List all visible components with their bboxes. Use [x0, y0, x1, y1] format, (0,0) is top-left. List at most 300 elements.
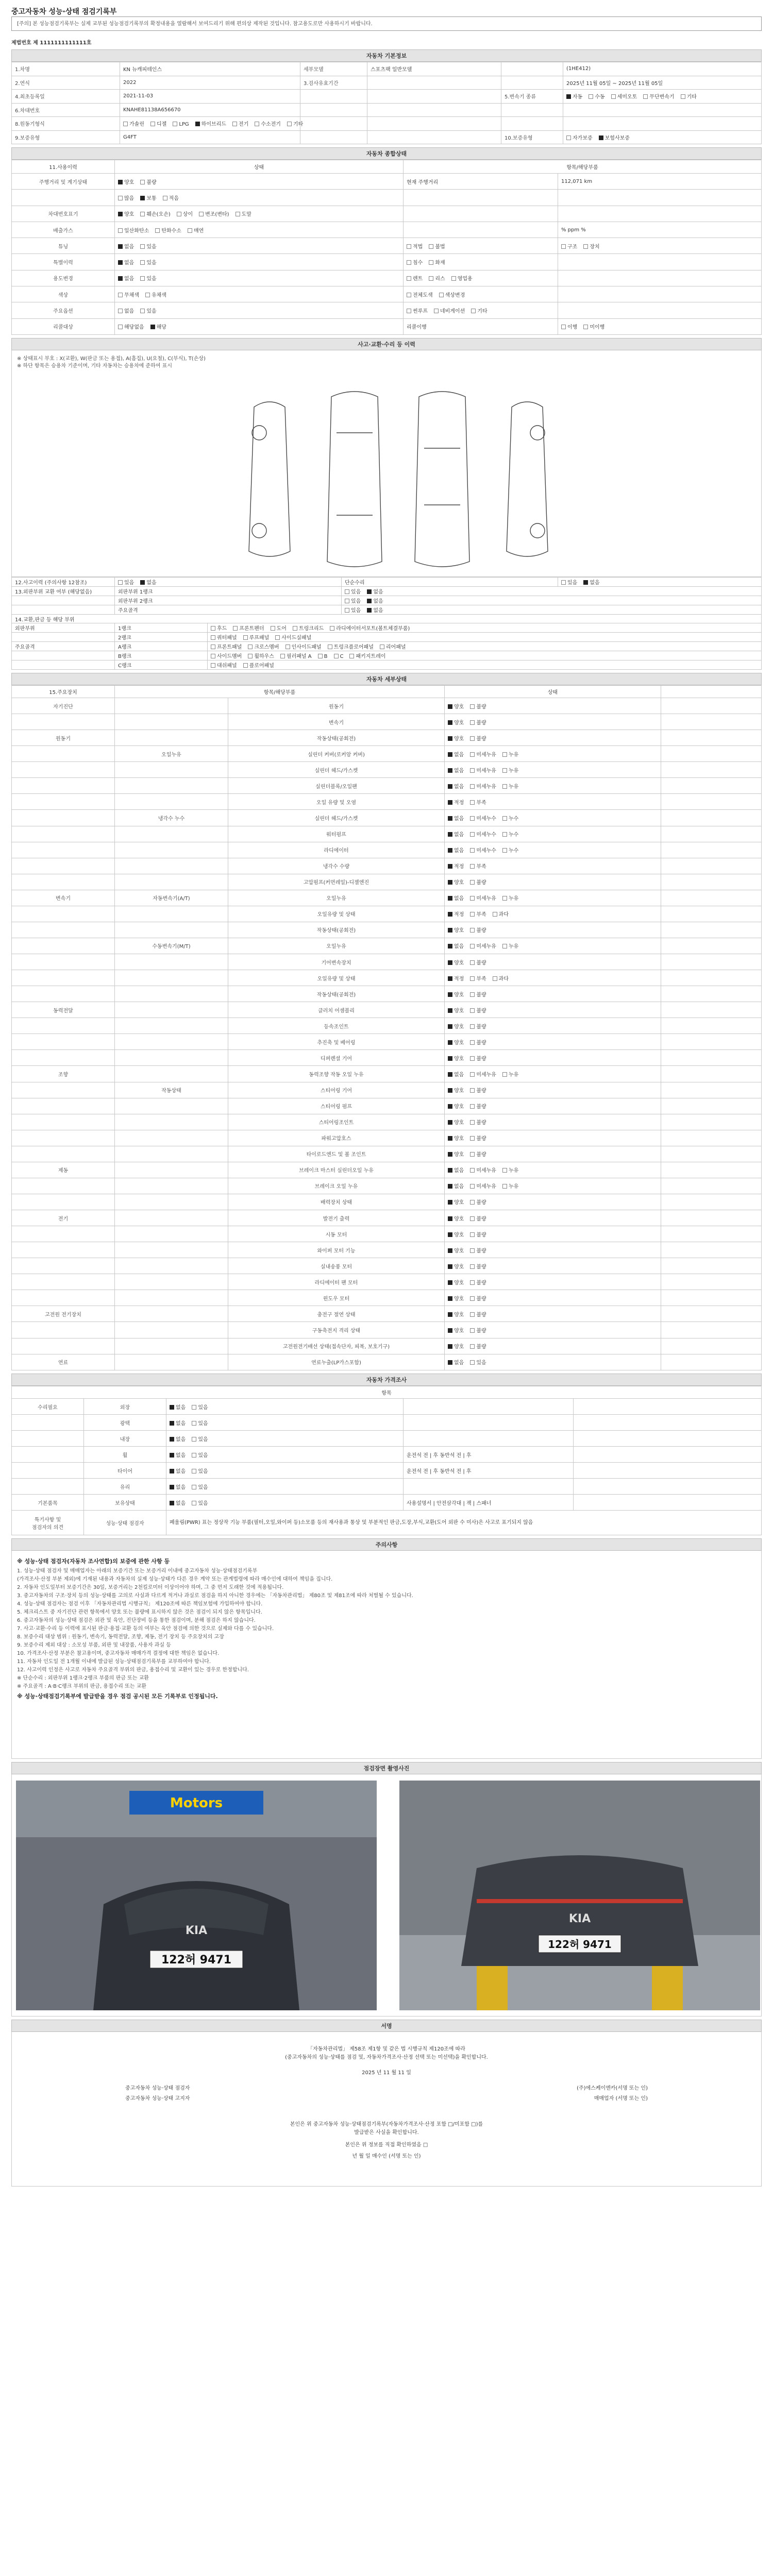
checkbox[interactable] — [502, 816, 507, 821]
checkbox[interactable] — [211, 654, 215, 658]
checkbox[interactable] — [502, 832, 507, 837]
checkbox[interactable] — [140, 276, 145, 281]
checkbox[interactable] — [192, 1469, 196, 1473]
checkbox[interactable] — [470, 1216, 475, 1221]
detail-group: 연료 — [12, 1354, 115, 1370]
checkbox[interactable] — [470, 1104, 475, 1109]
checkbox[interactable] — [140, 196, 145, 200]
checkbox[interactable] — [470, 928, 475, 933]
section-price-title: 자동차 가격조사 — [11, 1374, 762, 1386]
option-label: 불량 — [476, 704, 486, 710]
option-label: 불량 — [476, 1136, 486, 1142]
checkbox[interactable] — [349, 654, 354, 658]
detail-item: 작동상태(공회전) — [228, 986, 445, 1002]
detail-row — [12, 730, 762, 746]
checkbox[interactable] — [434, 309, 439, 313]
part-rank: C랭크 — [115, 660, 208, 670]
checkbox[interactable] — [470, 1184, 475, 1189]
price-group — [12, 1431, 84, 1447]
checkbox[interactable] — [643, 94, 648, 99]
checkbox[interactable] — [470, 752, 475, 757]
checkbox[interactable] — [502, 1184, 507, 1189]
checkbox[interactable] — [561, 244, 566, 249]
detail-options — [448, 1008, 493, 1014]
checkbox[interactable] — [448, 1296, 452, 1301]
checkbox[interactable] — [448, 928, 452, 933]
option-0 — [211, 642, 242, 650]
checkbox[interactable] — [407, 244, 411, 249]
checkbox[interactable] — [448, 1360, 452, 1365]
checkbox[interactable] — [471, 309, 476, 313]
checkbox[interactable] — [451, 276, 456, 281]
detail-group — [12, 1130, 115, 1146]
checkbox[interactable] — [248, 654, 253, 658]
checkbox[interactable] — [429, 276, 433, 281]
option-label: 플로어패널 — [249, 663, 274, 669]
checkbox[interactable] — [448, 752, 452, 757]
checkbox[interactable] — [502, 848, 507, 853]
checkbox[interactable] — [407, 309, 411, 313]
checkbox[interactable] — [448, 1264, 452, 1269]
checkbox[interactable] — [118, 276, 123, 281]
checkbox[interactable] — [502, 752, 507, 757]
option-label: 디젤 — [156, 122, 167, 128]
checkbox[interactable] — [448, 1184, 452, 1189]
checkbox[interactable] — [470, 1040, 475, 1045]
option-1 — [470, 1182, 496, 1190]
option-label: 일산화탄소 — [124, 228, 149, 234]
note-line: 9. 보증수리 제외 대상 : 소모성 부품, 외판 및 내장품, 사용자 과실 등 — [17, 1642, 171, 1648]
checkbox[interactable] — [429, 244, 433, 249]
part-item-options — [211, 635, 317, 641]
checkbox[interactable] — [448, 832, 452, 837]
checkbox[interactable] — [118, 309, 123, 313]
checkbox[interactable] — [448, 1024, 452, 1029]
checkbox[interactable] — [470, 1008, 475, 1013]
detail-options — [448, 848, 525, 854]
overall-note-options — [407, 276, 479, 282]
detail-item: 오일누유 — [228, 938, 445, 954]
checkbox[interactable] — [470, 1328, 475, 1333]
option-2 — [163, 194, 179, 201]
checkbox[interactable] — [611, 94, 616, 99]
checkbox[interactable] — [285, 645, 290, 649]
option-1 — [140, 194, 156, 201]
checkbox[interactable] — [145, 293, 150, 297]
checkbox[interactable] — [150, 122, 155, 126]
checkbox[interactable] — [140, 580, 145, 585]
detail-row — [12, 1098, 762, 1114]
option-0 — [448, 782, 464, 790]
checkbox[interactable] — [448, 976, 452, 981]
checkbox[interactable] — [170, 1437, 174, 1442]
option-1 — [248, 652, 274, 659]
checkbox[interactable] — [502, 784, 507, 789]
detail-state — [445, 906, 661, 922]
checkbox[interactable] — [470, 800, 475, 805]
checkbox[interactable] — [170, 1485, 174, 1489]
checkbox[interactable] — [470, 944, 475, 948]
note-line: ※ 주요골격 : A·B·C랭크 부위의 판금, 용접수리 또는 교환 — [17, 1684, 146, 1689]
checkbox[interactable] — [448, 1216, 452, 1221]
checkbox[interactable] — [140, 260, 145, 265]
checkbox[interactable] — [470, 720, 475, 725]
checkbox[interactable] — [470, 960, 475, 965]
checkbox[interactable] — [470, 1344, 475, 1349]
checkbox[interactable] — [448, 720, 452, 725]
checkbox[interactable] — [140, 180, 145, 184]
checkbox[interactable] — [140, 309, 145, 313]
checkbox[interactable] — [118, 244, 123, 249]
detail-row — [12, 1034, 762, 1050]
checkbox[interactable] — [140, 212, 145, 216]
checkbox[interactable] — [367, 608, 372, 613]
overall-note — [404, 286, 558, 302]
overall-row — [12, 254, 762, 270]
checkbox[interactable] — [470, 1136, 475, 1141]
price-group — [12, 1463, 84, 1479]
detail-item: 스티어링 펌프 — [228, 1098, 445, 1114]
checkbox[interactable] — [470, 1088, 475, 1093]
checkbox[interactable] — [470, 880, 475, 885]
checkbox[interactable] — [150, 325, 155, 329]
checkbox[interactable] — [328, 645, 332, 649]
checkbox[interactable] — [448, 1344, 452, 1349]
detail-options — [448, 1360, 493, 1366]
checkbox[interactable] — [448, 1248, 452, 1253]
checkbox[interactable] — [470, 1312, 475, 1317]
checkbox[interactable] — [470, 896, 475, 901]
detail-state — [445, 794, 661, 810]
basic-value-2 — [367, 76, 501, 90]
checkbox[interactable] — [448, 768, 452, 773]
checkbox[interactable] — [345, 608, 349, 613]
checkbox[interactable] — [118, 293, 123, 297]
checkbox[interactable] — [589, 94, 593, 99]
option-label: 부족 — [476, 800, 486, 806]
checkbox[interactable] — [448, 704, 452, 709]
checkbox[interactable] — [470, 1200, 475, 1205]
option-0 — [448, 814, 464, 822]
detail-group — [12, 1050, 115, 1066]
checkbox[interactable] — [448, 736, 452, 741]
checkbox[interactable] — [448, 784, 452, 789]
checkbox[interactable] — [275, 635, 280, 640]
checkbox[interactable] — [255, 122, 259, 126]
basic-value-3 — [563, 103, 762, 117]
checkbox[interactable] — [236, 212, 240, 216]
checkbox[interactable] — [583, 580, 588, 585]
checkbox[interactable] — [502, 944, 507, 948]
detail-group — [12, 810, 115, 826]
option-label: 전기 — [238, 122, 249, 128]
checkbox[interactable] — [448, 1312, 452, 1317]
detail-row — [12, 1226, 762, 1242]
checkbox[interactable] — [448, 944, 452, 948]
checkbox[interactable] — [448, 1056, 452, 1061]
checkbox[interactable] — [448, 1072, 452, 1077]
checkbox[interactable] — [345, 599, 349, 603]
basic-key: 8.원동기형식 — [12, 117, 120, 131]
checkbox[interactable] — [470, 816, 475, 821]
checkbox[interactable] — [280, 654, 285, 658]
checkbox[interactable] — [367, 589, 372, 594]
option-0 — [211, 652, 242, 659]
basic-key-2: 세부모델 — [300, 62, 367, 76]
overall-note-options — [407, 293, 471, 298]
price-state — [166, 1399, 404, 1415]
checkbox[interactable] — [448, 1280, 452, 1285]
checkbox[interactable] — [470, 864, 475, 869]
note-line: 8. 보증수리 대상 범위 : 원동기, 변속기, 동력전달, 조향, 제동, 전기 장치 등 주요장치의 고장 — [17, 1634, 224, 1640]
checkbox[interactable] — [448, 1168, 452, 1173]
checkbox[interactable] — [502, 1072, 507, 1077]
checkbox[interactable] — [318, 654, 323, 658]
checkbox[interactable] — [561, 325, 566, 329]
checkbox[interactable] — [380, 645, 384, 649]
checkbox[interactable] — [170, 1469, 174, 1473]
detail-subgroup — [115, 1034, 228, 1050]
checkbox[interactable] — [448, 1136, 452, 1141]
checkbox[interactable] — [170, 1501, 174, 1505]
checkbox[interactable] — [118, 212, 123, 216]
checkbox[interactable] — [118, 180, 123, 184]
main-options — [342, 605, 762, 614]
option-1 — [140, 258, 156, 266]
checkbox[interactable] — [188, 228, 192, 233]
checkbox[interactable] — [192, 1501, 196, 1505]
checkbox[interactable] — [583, 325, 588, 329]
detail-state — [445, 778, 661, 794]
detail-state — [445, 842, 661, 858]
checkbox[interactable] — [470, 704, 475, 709]
checkbox[interactable] — [271, 626, 275, 631]
checkbox[interactable] — [470, 848, 475, 853]
option-label: 장치 — [590, 244, 600, 250]
option-label: 있음 — [198, 1452, 208, 1459]
checkbox[interactable] — [118, 228, 123, 233]
detail-state — [445, 1162, 661, 1178]
checkbox[interactable] — [470, 736, 475, 741]
checkbox[interactable] — [470, 1168, 475, 1173]
detail-row — [12, 1178, 762, 1194]
checkbox[interactable] — [243, 635, 248, 640]
option-0 — [448, 1150, 464, 1158]
option-1 — [429, 274, 445, 282]
option-1 — [155, 226, 181, 234]
checkbox[interactable] — [448, 1200, 452, 1205]
checkbox[interactable] — [566, 94, 571, 99]
checkbox[interactable] — [470, 1072, 475, 1077]
checkbox[interactable] — [470, 1056, 475, 1061]
option-label: 리스 — [435, 276, 445, 282]
option-label: 양호 — [454, 1024, 464, 1030]
checkbox[interactable] — [470, 1152, 475, 1157]
option-3 — [199, 210, 229, 217]
checkbox[interactable] — [448, 864, 452, 869]
option-0 — [407, 242, 423, 250]
basic-row — [12, 130, 762, 144]
detail-state — [445, 1034, 661, 1050]
checkbox[interactable] — [470, 1280, 475, 1285]
price-options — [170, 1453, 214, 1459]
checkbox[interactable] — [407, 260, 411, 265]
checkbox[interactable] — [211, 635, 215, 640]
option-0 — [448, 1358, 464, 1366]
checkbox[interactable] — [448, 960, 452, 965]
checkbox[interactable] — [439, 293, 444, 297]
detail-group — [12, 874, 115, 890]
option-label: 불량 — [476, 928, 486, 934]
checkbox[interactable] — [470, 912, 475, 917]
checkbox[interactable] — [429, 260, 433, 265]
overall-value — [558, 238, 762, 254]
option-0 — [118, 242, 134, 250]
checkbox[interactable] — [199, 212, 204, 216]
checkbox[interactable] — [470, 992, 475, 997]
checkbox[interactable] — [502, 768, 507, 773]
checkbox[interactable] — [211, 626, 215, 631]
checkbox[interactable] — [561, 580, 566, 585]
checkbox[interactable] — [470, 976, 475, 981]
option-0 — [170, 1483, 186, 1490]
checkbox[interactable] — [448, 1008, 452, 1013]
option-label: 쿼터패널 — [217, 635, 237, 641]
checkbox[interactable] — [502, 1168, 507, 1173]
option-1 — [470, 1310, 486, 1318]
checkbox[interactable] — [448, 992, 452, 997]
checkbox[interactable] — [407, 276, 411, 281]
checkbox[interactable] — [211, 645, 215, 649]
option-0 — [448, 974, 464, 982]
checkbox[interactable] — [170, 1405, 174, 1410]
overall-value: % ppm % — [558, 222, 762, 238]
option-0 — [448, 766, 464, 774]
checkbox[interactable] — [470, 768, 475, 773]
checkbox[interactable] — [448, 816, 452, 821]
checkbox[interactable] — [470, 1024, 475, 1029]
damage-row — [12, 596, 762, 605]
checkbox[interactable] — [140, 244, 145, 249]
option-1 — [470, 926, 486, 934]
option-label: 없음 — [176, 1452, 186, 1459]
option-0 — [448, 1182, 464, 1190]
detail-state — [445, 1018, 661, 1034]
checkbox[interactable] — [192, 1421, 196, 1426]
checkbox[interactable] — [345, 589, 349, 594]
checkbox[interactable] — [173, 122, 177, 126]
checkbox[interactable] — [448, 1152, 452, 1157]
checkbox[interactable] — [233, 626, 238, 631]
checkbox[interactable] — [448, 848, 452, 853]
checkbox[interactable] — [448, 1104, 452, 1109]
checkbox[interactable] — [243, 663, 248, 668]
checkbox[interactable] — [170, 1453, 174, 1458]
checkbox[interactable] — [192, 1485, 196, 1489]
checkbox[interactable] — [448, 1120, 452, 1125]
checkbox[interactable] — [195, 122, 200, 126]
checkbox[interactable] — [334, 654, 339, 658]
checkbox[interactable] — [155, 228, 160, 233]
checkbox[interactable] — [248, 645, 253, 649]
checkbox[interactable] — [118, 580, 123, 585]
checkbox[interactable] — [407, 293, 411, 297]
checkbox[interactable] — [118, 325, 123, 329]
checkbox[interactable] — [211, 663, 215, 668]
checkbox[interactable] — [470, 1248, 475, 1253]
checkbox[interactable] — [448, 896, 452, 901]
checkbox[interactable] — [232, 122, 237, 126]
damage-row — [12, 578, 762, 587]
checkbox[interactable] — [448, 1040, 452, 1045]
basic-key-3 — [501, 76, 563, 90]
checkbox[interactable] — [123, 122, 128, 126]
note-line: 3. 중고자동차의 구조·장치 등의 성능·상태를 고의로 사실과 다르게 적거나 과실로 점검을 하지 아니한 경우에는 「자동차관리법」 제80조 및 제81조에 따라 처벌될 수 있습니다. — [17, 1593, 413, 1599]
checkbox[interactable] — [448, 1232, 452, 1237]
checkbox[interactable] — [470, 1360, 475, 1365]
option-label: 있음 — [351, 598, 361, 604]
checkbox[interactable] — [493, 912, 497, 917]
checkbox[interactable] — [118, 260, 123, 265]
checkbox[interactable] — [448, 1088, 452, 1093]
checkbox[interactable] — [448, 1328, 452, 1333]
checkbox[interactable] — [192, 1437, 196, 1442]
checkbox[interactable] — [448, 912, 452, 917]
checkbox[interactable] — [566, 135, 571, 140]
checkbox[interactable] — [192, 1453, 196, 1458]
checkbox[interactable] — [681, 94, 685, 99]
option-label: 구조 — [567, 244, 578, 250]
damage-legend-1: ※ 상태표시 부호 : X(교환), W(판금 또는 용접), A(흠집), U(요철), C(부식), T(손상) — [17, 356, 206, 362]
basic-value-2 — [367, 90, 501, 104]
checkbox[interactable] — [163, 196, 167, 200]
checkbox[interactable] — [502, 896, 507, 901]
checkbox[interactable] — [293, 626, 297, 631]
checkbox[interactable] — [448, 800, 452, 805]
checkbox[interactable] — [192, 1405, 196, 1410]
price-extra — [404, 1399, 574, 1415]
checkbox[interactable] — [470, 1264, 475, 1269]
checkbox[interactable] — [470, 784, 475, 789]
checkbox[interactable] — [470, 1120, 475, 1125]
option-label: 있음 — [198, 1484, 208, 1490]
checkbox[interactable] — [177, 212, 181, 216]
checkbox[interactable] — [493, 976, 497, 981]
option-1 — [470, 1102, 486, 1110]
checkbox[interactable] — [330, 626, 334, 631]
checkbox[interactable] — [287, 122, 292, 126]
option-1 — [470, 862, 486, 870]
checkbox[interactable] — [470, 1232, 475, 1237]
checkbox[interactable] — [599, 135, 603, 140]
option-4 — [232, 120, 248, 127]
checkbox[interactable] — [118, 196, 123, 200]
checkbox[interactable] — [367, 599, 372, 603]
option-label: 양호 — [454, 1296, 464, 1302]
option-0 — [118, 323, 144, 330]
option-0 — [170, 1419, 186, 1427]
option-1 — [470, 958, 486, 966]
checkbox[interactable] — [448, 880, 452, 885]
option-label: 있음 — [146, 244, 157, 250]
damage-row — [12, 586, 762, 596]
checkbox[interactable] — [583, 244, 588, 249]
checkbox[interactable] — [170, 1421, 174, 1426]
checkbox[interactable] — [470, 1296, 475, 1301]
option-0 — [448, 1166, 464, 1174]
checkbox[interactable] — [470, 832, 475, 837]
detail-item: 동력조향 작동 오일 누유 — [228, 1066, 445, 1082]
